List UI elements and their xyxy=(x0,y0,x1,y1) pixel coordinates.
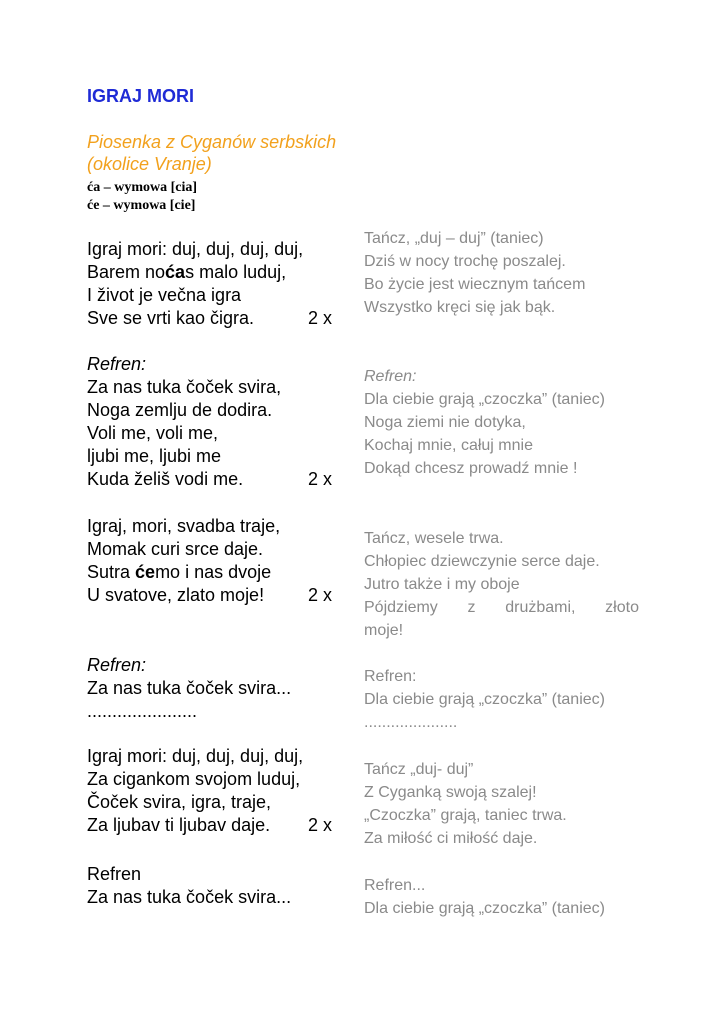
polish-verse-3 xyxy=(364,758,639,850)
pronunciation-note-1: ća – wymowa [cia] xyxy=(87,180,198,195)
translation-line: Jutro także i my oboje xyxy=(364,576,520,593)
lyric-text: Za ljubav ti ljubav daje. xyxy=(87,815,271,835)
lyric-line-repeat xyxy=(87,814,332,837)
lyric-line: I život je večna igra xyxy=(87,285,242,305)
refrain-heading: Refren: xyxy=(364,368,417,385)
translation-line-justified xyxy=(364,596,639,619)
translation-word: z xyxy=(467,599,476,616)
translation-line: Z Cyganką swoją szalej! xyxy=(364,784,537,801)
lyric-line: Igraj, mori, svadba traje, xyxy=(87,516,281,536)
serbian-refrain-1 xyxy=(87,353,332,491)
serbian-refrain-3 xyxy=(87,863,332,909)
refrain-heading: Refren: xyxy=(364,668,417,685)
translation-line: Dla ciebie grają „czoczka” (taniec) xyxy=(364,391,605,408)
lyric-line: ljubi me, ljubi me xyxy=(87,446,222,466)
lyric-text: Kuda želiš vodi me. xyxy=(87,469,244,489)
lyric-line xyxy=(87,561,332,584)
repeat-mark: 2 x xyxy=(307,308,332,328)
translation-line: moje! xyxy=(364,622,404,639)
lyric-line: Za nas tuka čoček svira... xyxy=(87,678,292,698)
translation-line: Bo życie jest wiecznym tańcem xyxy=(364,276,586,293)
subtitle-line-1: Piosenka z Cyganów serbskich xyxy=(87,132,337,152)
lyric-text: Barem no xyxy=(87,262,166,282)
lyric-line: Igraj mori: duj, duj, duj, duj, xyxy=(87,239,304,259)
translation-word: Pójdziemy xyxy=(364,599,438,616)
translation-line: Tańcz, „duj – duj” (taniec) xyxy=(364,230,544,247)
translation-line: Dokąd chcesz prowadź mnie ! xyxy=(364,460,578,477)
refrain-heading: Refren: xyxy=(87,655,147,675)
pronunciation-note-2: će – wymowa [cie] xyxy=(87,198,196,213)
lyric-text: mo i nas dvoje xyxy=(155,562,272,582)
translation-line: Za miłość ci miłość daje. xyxy=(364,830,538,847)
lyric-line: Za nas tuka čoček svira... xyxy=(87,887,292,907)
translation-line: Dziś w nocy trochę poszalej. xyxy=(364,253,566,270)
lyric-text: U svatove, zlato moje! xyxy=(87,585,265,605)
polish-verse-1 xyxy=(364,227,639,319)
translation-word: drużbami, xyxy=(505,599,576,616)
translation-line: Chłopiec dziewczynie serce daje. xyxy=(364,553,600,570)
refrain-heading: Refren: xyxy=(87,354,147,374)
subtitle-line-2: (okolice Vranje) xyxy=(87,154,212,174)
polish-refrain-1 xyxy=(364,365,639,480)
repeat-mark: 2 x xyxy=(307,815,332,835)
translation-line: Dla ciebie grają „czoczka” (taniec) xyxy=(364,691,605,708)
lyric-line: Čoček svira, igra, traje, xyxy=(87,792,272,812)
refrain-heading: Refren... xyxy=(364,877,426,894)
repeat-mark: 2 x xyxy=(307,585,332,605)
lyric-text: Sutra xyxy=(87,562,136,582)
lyric-line: Noga zemlju de dodira. xyxy=(87,400,273,420)
lyric-line: Za cigankom svojom luduj, xyxy=(87,769,301,789)
page-title: IGRAJ MORI xyxy=(87,86,195,106)
lyric-line-repeat xyxy=(87,468,332,491)
translation-line: Dla ciebie grają „czoczka” (taniec) xyxy=(364,900,605,917)
lyric-line: Momak curi srce daje. xyxy=(87,539,264,559)
serbian-verse-2 xyxy=(87,515,332,607)
lyric-line: Za nas tuka čoček svira, xyxy=(87,377,282,397)
lyric-text: s malo luduj, xyxy=(185,262,287,282)
polish-verse-2 xyxy=(364,527,639,642)
repeat-mark: 2 x xyxy=(307,469,332,489)
translation-line: Noga ziemi nie dotyka, xyxy=(364,414,526,431)
refrain-heading: Refren xyxy=(87,864,142,884)
lyric-line: Igraj mori: duj, duj, duj, duj, xyxy=(87,746,304,766)
serbian-verse-1 xyxy=(87,238,332,330)
translation-line: Tańcz, wesele trwa. xyxy=(364,530,504,547)
polish-refrain-3 xyxy=(364,874,639,920)
ellipsis-line: ..................... xyxy=(364,714,458,731)
translation-line: „Czoczka” grają, taniec trwa. xyxy=(364,807,567,824)
ellipsis-line: ...................... xyxy=(87,701,198,721)
polish-refrain-2 xyxy=(364,665,639,734)
lyric-line xyxy=(87,261,332,284)
translation-line: Tańcz „duj- duj” xyxy=(364,761,474,778)
serbian-verse-3 xyxy=(87,745,332,837)
translation-line: Wszystko kręci się jak bąk. xyxy=(364,299,556,316)
lyric-text: Sve se vrti kao čigra. xyxy=(87,308,255,328)
lyric-bold-syllable: će xyxy=(135,562,156,582)
lyric-line-repeat xyxy=(87,584,332,607)
translation-line: Kochaj mnie, całuj mnie xyxy=(364,437,533,454)
translation-word: złoto xyxy=(605,599,639,616)
lyric-bold-syllable: ća xyxy=(165,262,186,282)
lyric-line-repeat xyxy=(87,307,332,330)
lyric-line: Voli me, voli me, xyxy=(87,423,219,443)
serbian-refrain-2 xyxy=(87,654,332,723)
